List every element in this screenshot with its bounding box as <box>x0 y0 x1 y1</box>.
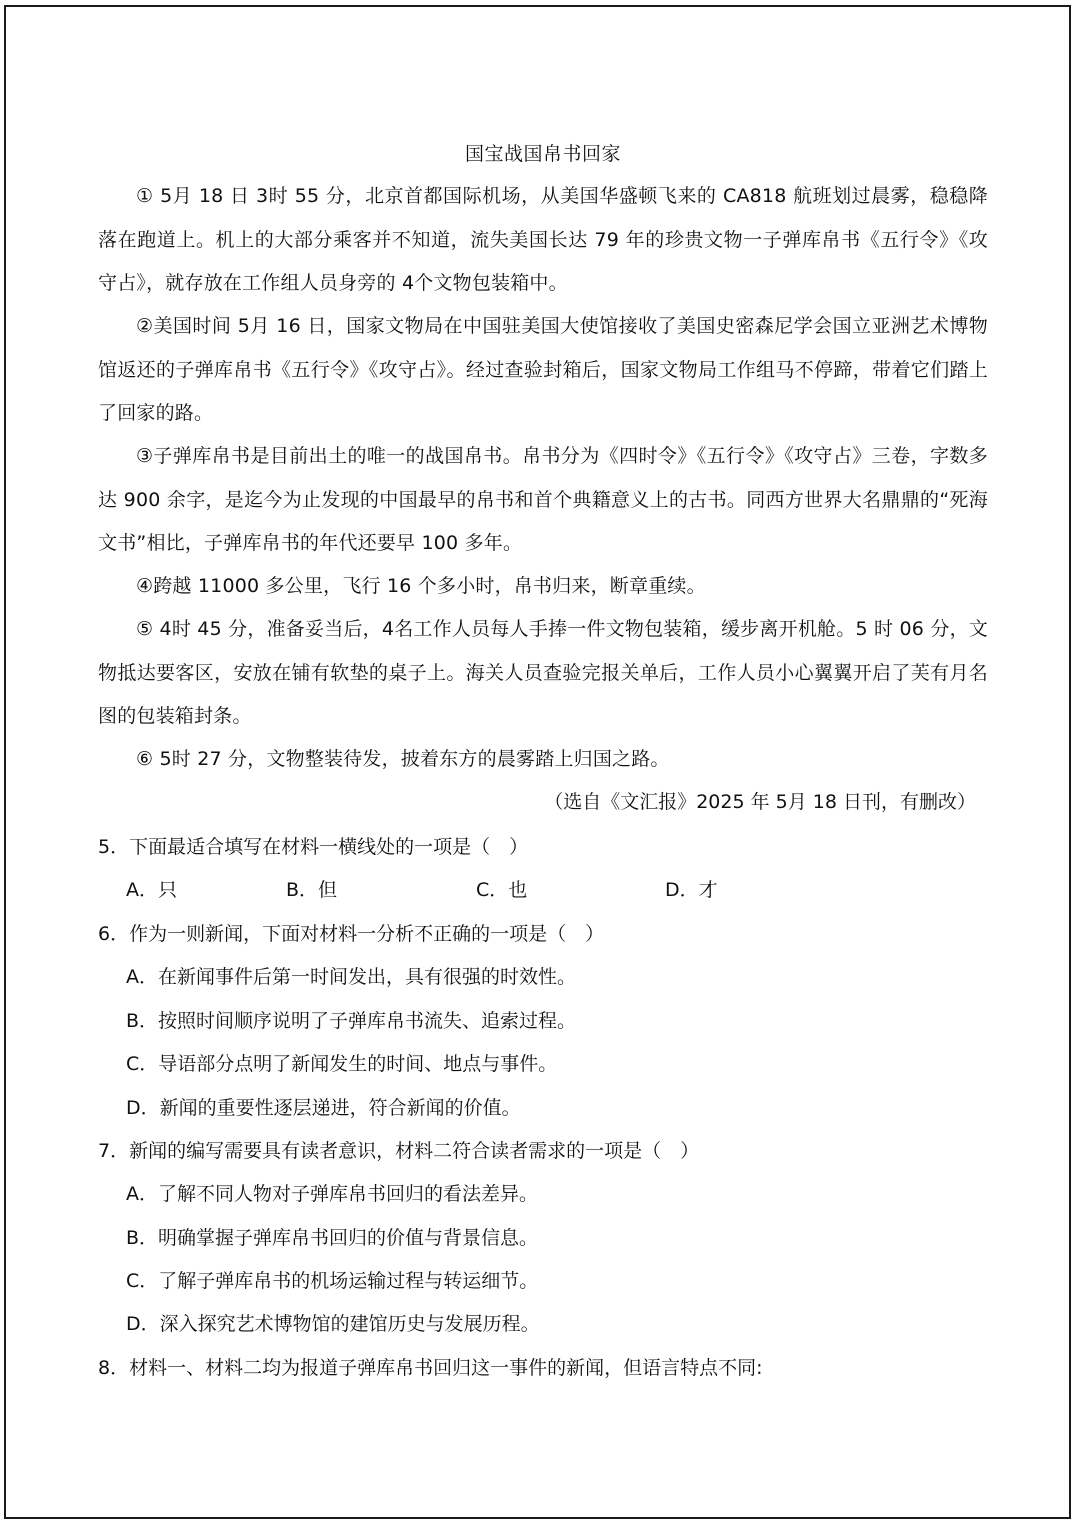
question-5-option-b[interactable]: B．但 <box>286 879 338 901</box>
question-8-stem: 8．材料一、材料二均为报道子弹库帛书回归这一事件的新闻，但语言特点不同: <box>98 1357 763 1379</box>
question-7-option-b[interactable]: B．明确掌握子弹库帛书回归的价值与背景信息。 <box>126 1227 539 1249</box>
paragraph-6: ⑥ 5时 27 分，文物整装待发，披着东方的晨雾踏上归国之路。 <box>136 748 670 770</box>
question-7-option-c[interactable]: C．了解子弹库帛书的机场运输过程与转运细节。 <box>126 1270 539 1292</box>
paragraph-3: ③子弹库帛书是目前出土的唯一的战国帛书。帛书分为《四时令》《五行令》《攻守占》三卷，字数多达 900 余字，是迄今为止发现的中国最早的帛书和首个典籍意义上的古书。同西方世界大名鼎鼎的“死海文书”相比，子弹库帛书的年代还要早 100 多年。 <box>98 445 988 554</box>
question-5-option-c[interactable]: C．也 <box>476 879 528 901</box>
question-7-stem: 7．新闻的编写需要具有读者意识，材料二符合读者需求的一项是（ ） <box>98 1140 700 1162</box>
question-6-stem: 6．作为一则新闻，下面对材料一分析不正确的一项是（ ） <box>98 923 605 945</box>
paragraph-2: ②美国时间 5月 16 日，国家文物局在中国驻美国大使馆接收了美国史密森尼学会国立亚洲艺术博物馆返还的子弹库帛书《五行令》《攻守占》。经过查验封箱后，国家文物局工作组马不停蹄，带着它们踏上了回家的路。 <box>98 315 988 424</box>
paragraph-4: ④跨越 11000 多公里，飞行 16 个多小时，帛书归来，断章重续。 <box>136 575 706 597</box>
article-title: 国宝战国帛书回家 <box>464 143 621 165</box>
question-5-option-a[interactable]: A．只 <box>126 879 177 901</box>
question-6-option-b[interactable]: B．按照时间顺序说明了子弹库帛书流失、追索过程。 <box>126 1010 577 1032</box>
question-6-option-a[interactable]: A．在新闻事件后第一时间发出，具有很强的时效性。 <box>126 966 576 988</box>
question-7-option-d[interactable]: D．深入探究艺术博物馆的建馆历史与发展历程。 <box>126 1313 540 1335</box>
paragraph-5: ⑤ 4时 45 分，准备妥当后，4名工作人员每人手捧一件文物包装箱，缓步离开机舱。5 时 06 分，文物抵达要客区，安放在铺有软垫的桌子上。海关人员查验完报关单后，工作人员小心翼翼开启了芙有月名图的包装箱封条。 <box>98 618 988 727</box>
article-source: （选自《文汇报》2025 年 5月 18 日刊，有删改） <box>544 791 976 813</box>
question-6-option-d[interactable]: D．新闻的重要性逐层递进，符合新闻的价值。 <box>126 1097 521 1119</box>
question-5-stem: 5．下面最适合填写在材料一横线处的一项是（ ） <box>98 836 529 858</box>
question-5-option-d[interactable]: D．才 <box>665 879 718 901</box>
question-7-option-a[interactable]: A．了解不同人物对子弹库帛书回归的看法差异。 <box>126 1183 538 1205</box>
question-6-option-c[interactable]: C．导语部分点明了新闻发生的时间、地点与事件。 <box>126 1053 558 1075</box>
paragraph-1: ① 5月 18 日 3时 55 分，北京首都国际机场，从美国华盛顿飞来的 CA818 航班划过晨雾，稳稳降落在跑道上。机上的大部分乘客并不知道，流失美国长达 79 年的珍贵文物一子弹库帛书《五行令》《攻守占》，就存放在工作组人员身旁的 4个文物包装箱中。 <box>98 185 988 294</box>
